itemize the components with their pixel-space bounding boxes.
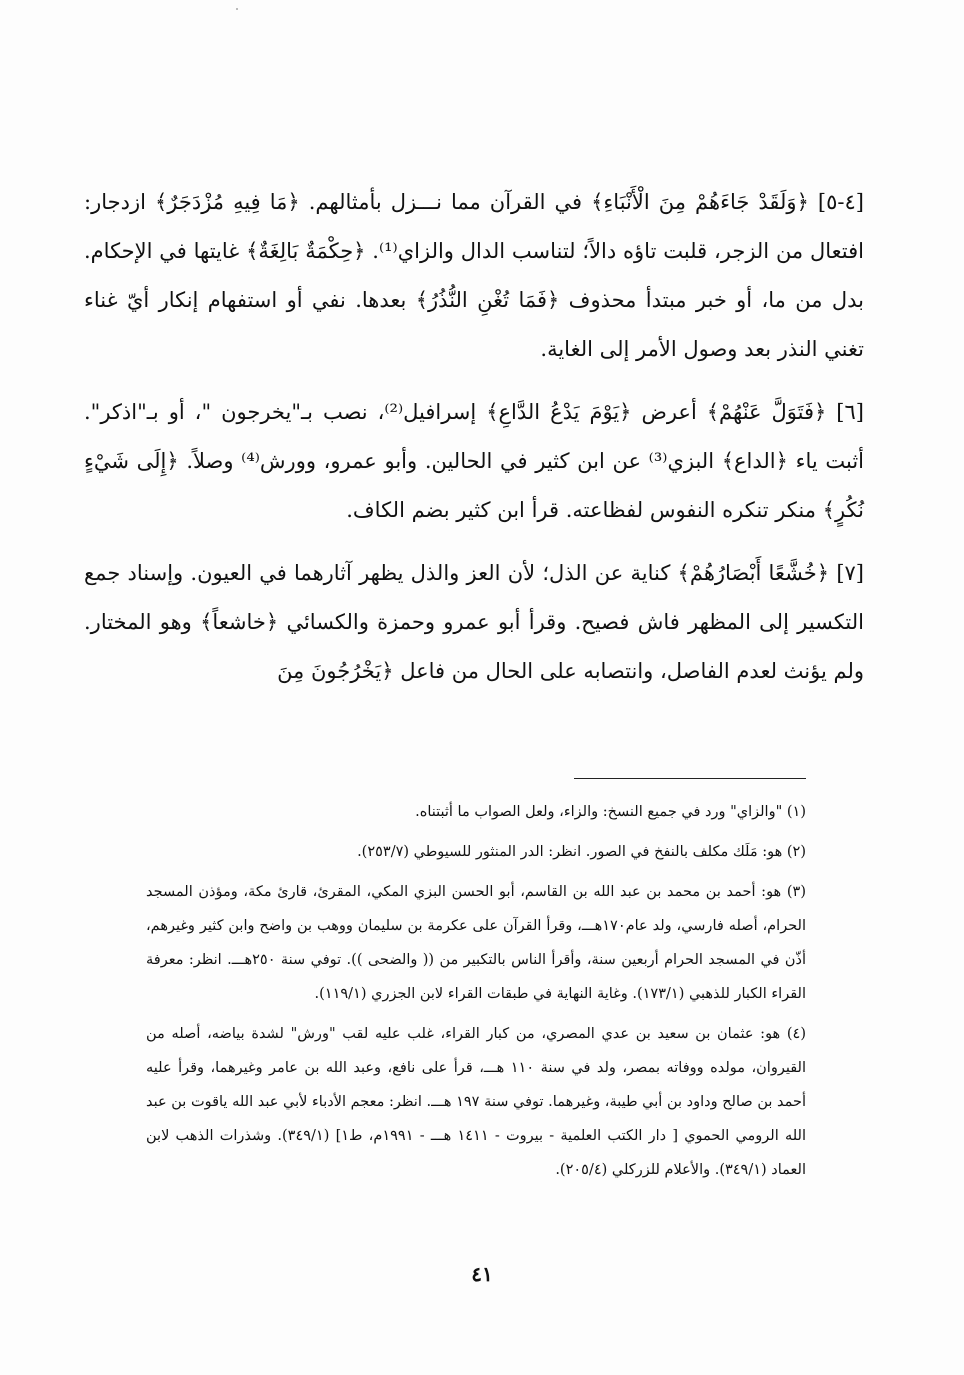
footnotes (146, 795, 806, 1193)
scan-artifact (236, 8, 238, 10)
footnote-separator (574, 778, 806, 779)
footnote-2: (٢) هو: مَلَك مكلف بالنفخ في الصور. انظر: الدر المنثور للسيوطي (٢٥٣/٧). (357, 844, 806, 860)
footnote-4: (٤) هو: عثمان بن سعيد بن عدي المصري، من كبار القراء، غلب عليه لقب "ورش" لشدة بياضه، أصله من القيروان، مولده ووفاته بمصر، ولد في سنة ١١٠ هـــ، قرأ على نافع، وعبد الله بن عامر وغيرهما، وقرأ عليه أحمد بن صالح وداود بن أبي طيبة، وغيرهما. توفي سنة ١٩٧ هـــ. انظر: معجم الأدباء لأبي عبد الله ياقوت بن عبد الله الرومي الحموي [ دار الكتب العلمية - بيروت - ١٤١١ هـــ - ١٩٩١م، ط١] (٣٤٩/١). وشذرات الذهب لابن العماد (٣٤٩/١). والأعلام للزركلي (٢٠٥/٤). (146, 1026, 806, 1178)
page-number: ٤١ (471, 1262, 493, 1286)
paragraph-verse-6: [٦] ﴿فَتَوَلَّ عَنْهُمْ﴾ أعرض ﴿يَوْمَ يَدْعُ الدَّاعِ﴾ إسرافيل⁽²⁾، نصب بـ"يخرجون "، أو بـ"اذكر". أثبت ياء ﴿الداع﴾ البزي⁽³⁾ عن ابن كثير في الحالين. وأبو عمرو، وورش⁽⁴⁾ وصلاً. ﴿إِلَى شَيْءٍ نُكُرٍ﴾ منكر تنكره النفوس لفظاعته. قرأ ابن كثير بضم الكاف. (84, 400, 865, 522)
footnote-1: (١) "والزاي" ورد في جميع النسخ: والزاء، ولعل الصواب ما أثبتناه. (415, 804, 806, 820)
paragraph-verses-4-5: [٤-٥] ﴿وَلَقَدْ جَاءَهُمْ مِنَ الْأَنْبَاءِ﴾ في القرآن مما نـــزل بأمثالهم. ﴿مَا فِيهِ مُزْدَجَرٌ﴾ ازدجار: افتعال من الزجر، قلبت تاؤه دالاً؛ لتناسب الدال والزاي⁽¹⁾. ﴿حِكْمَةٌ بَالِغَةٌ﴾ غايتها في الإحكام. بدل من ما، أو خبر مبتدأ محذوف ﴿فَمَا تُغْنِ النُّذُرُ﴾ بعدها. نفي أو استفهام إنكار أيّ غناء تغني النذر بعد وصول الأمر إلى الغاية. (84, 190, 864, 361)
footnote-3: (٣) هو: أحمد بن محمد بن عبد الله بن القاسم، أبو الحسن البزي المكي، المقرئ، قارئ مكة، ومؤذن المسجد الحرام، أصله فارسي، ولد عام١٧٠هـــ، وقرأ القرآن على عكرمة بن سليمان ووهب بن واضح وابن كثير وغيرهم، أذّن في المسجد الحرام أربعين سنة، وأقرأ الناس بالتكبير من (( والضحى )). توفي سنة ٢٥٠هـــ. انظر: معرفة القراء الكبار للذهبي (١٧٣/١). وغاية النهاية في طبقات القراء لابن الجزري (١١٩/١). (146, 884, 806, 1002)
paragraph-verse-7: [٧] ﴿خُشَّعًا أَبْصَارُهُمْ﴾ كناية عن الذل؛ لأن العز والذل يظهر آثارهما في العيون. وإسناد جمع التكسير إلى المظهر فاش فصيح. وقرأ أبو عمرو وحمزة والكسائي ﴿خاشعاً﴾ وهو المختار. ولم يؤنث لعدم الفاصل، وانتصابه على الحال من فاعل ﴿يَخْرُجُونَ مِنَ (84, 561, 864, 683)
main-text (84, 178, 864, 696)
